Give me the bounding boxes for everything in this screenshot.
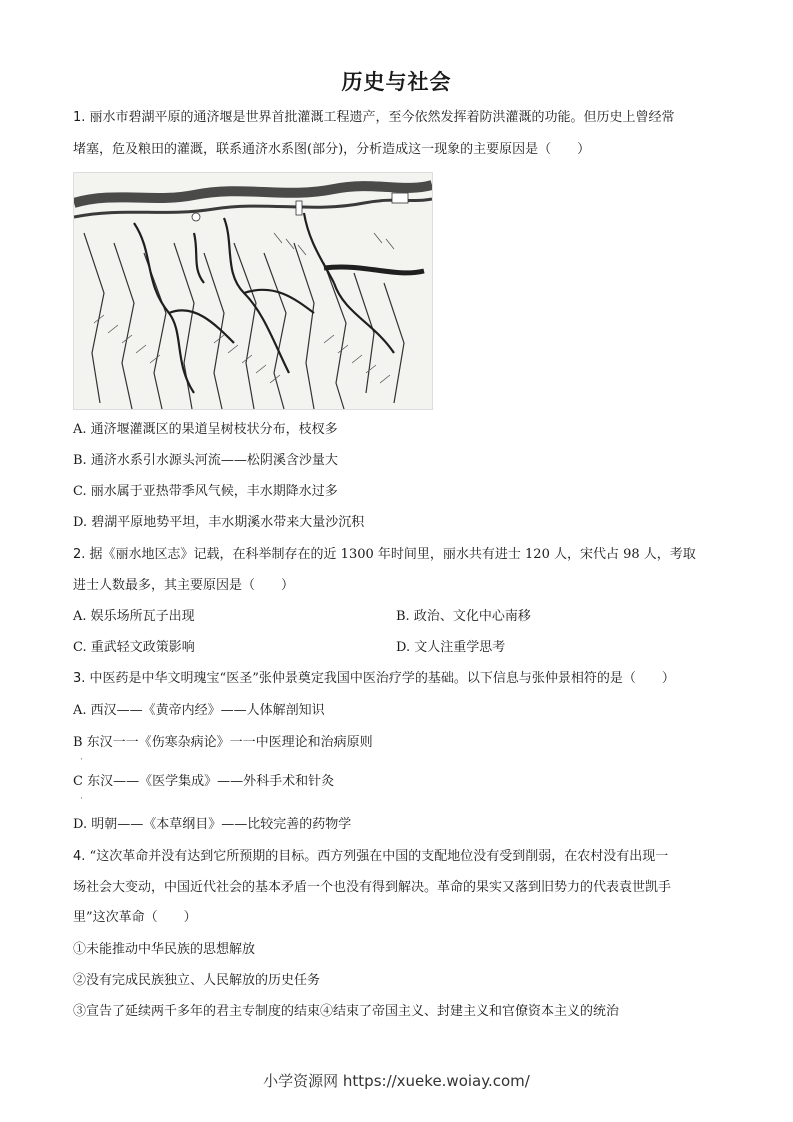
q4-number: 4.: [73, 849, 86, 864]
q2-option-c: C. 重武轻文政策影响: [73, 640, 195, 655]
q3-option-c: C 东汉——《医学集成》——外科手术和针灸: [73, 774, 335, 789]
q4-item-1: ①未能推动中华民族的思想解放: [73, 942, 256, 957]
q3-stem-1: 中医药是中华文明瑰宝“医圣”张仲景奠定我国中医治疗学的基础。以下信息与张仲景相符的是（ ）: [89, 671, 675, 686]
q4-line-1: [73, 847, 668, 867]
q4-stem-3: 里”这次革命（ ）: [73, 910, 197, 925]
q1-number: 1.: [73, 110, 86, 125]
q4-stem-2: 场社会大变动，中国近代社会的基本矛盾一个也没有得到解决。革命的果实又落到旧势力的代表袁世凯手: [73, 880, 672, 895]
q1-stem-1: 丽水市碧湖平原的通济堰是世界首批灌溉工程遗产，至今依然发挥着防洪灌溉的功能。但历史上曾经常: [89, 110, 675, 125]
q3-line-1: [73, 669, 675, 689]
q4-stem-1: “这次革命并没有达到它所预期的目标。西方列强在中国的支配地位没有受到削弱，在农村没有出现一: [89, 849, 669, 864]
q2-stem-1: 据《丽水地区志》记载，在科举制存在的近 1300 年时间里，丽水共有进士 120 人，宋代占 98 人，考取: [89, 547, 696, 562]
q2-option-d: D. 文人注重学思考: [396, 640, 506, 655]
map-drawing: [74, 173, 432, 409]
q3-option-d: D. 明朝——《本草纲目》——比较完善的药物学: [73, 817, 352, 832]
stray-mark: ·: [80, 755, 83, 765]
q3-number: 3.: [73, 671, 86, 686]
q4-item-2: ②没有完成民族独立、人民解放的历史任务: [73, 973, 321, 988]
stray-mark: ·: [80, 794, 83, 804]
q1-option-c: C. 丽水属于亚热带季风气候，丰水期降水过多: [73, 484, 338, 499]
q3-option-a: A. 西汉——《黄帝内经》——人体解剖知识: [73, 703, 325, 718]
q1-line-1: [73, 108, 675, 128]
footer-watermark: 小学资源网 https://xueke.woiay.com/: [263, 1072, 530, 1090]
q4-item-3: ③宣告了延续两千多年的君主专制度的结束④结束了帝国主义、封建主义和官僚资本主义的统治: [73, 1004, 620, 1019]
q1-option-a: A. 通济堰灌溉区的果道呈树枝状分布，枝杈多: [73, 422, 338, 437]
q2-option-b: B. 政治、文化中心南移: [396, 609, 531, 624]
q2-option-a: A. 娱乐场所瓦子出现: [73, 609, 195, 624]
q1-stem-2: 堵塞，危及粮田的灌溉，联系通济水系图(部分)，分析造成这一现象的主要原因是（ ）: [73, 142, 591, 157]
tongji-water-system-map: [73, 172, 433, 410]
page-title: 历史与社会: [341, 69, 452, 94]
q2-number: 2.: [73, 547, 86, 562]
q1-option-d: D. 碧湖平原地势平坦，丰水期溪水带来大量沙沉积: [73, 515, 365, 530]
q1-option-b: B. 通济水系引水源头河流——松阴溪含沙量大: [73, 453, 338, 468]
q2-line-1: [73, 545, 696, 565]
q3-option-b: B 东汉一一《伤寒杂病论》一一中医理论和治病原则: [73, 735, 373, 750]
q2-stem-2: 进士人数最多，其主要原因是（ ）: [73, 578, 295, 593]
